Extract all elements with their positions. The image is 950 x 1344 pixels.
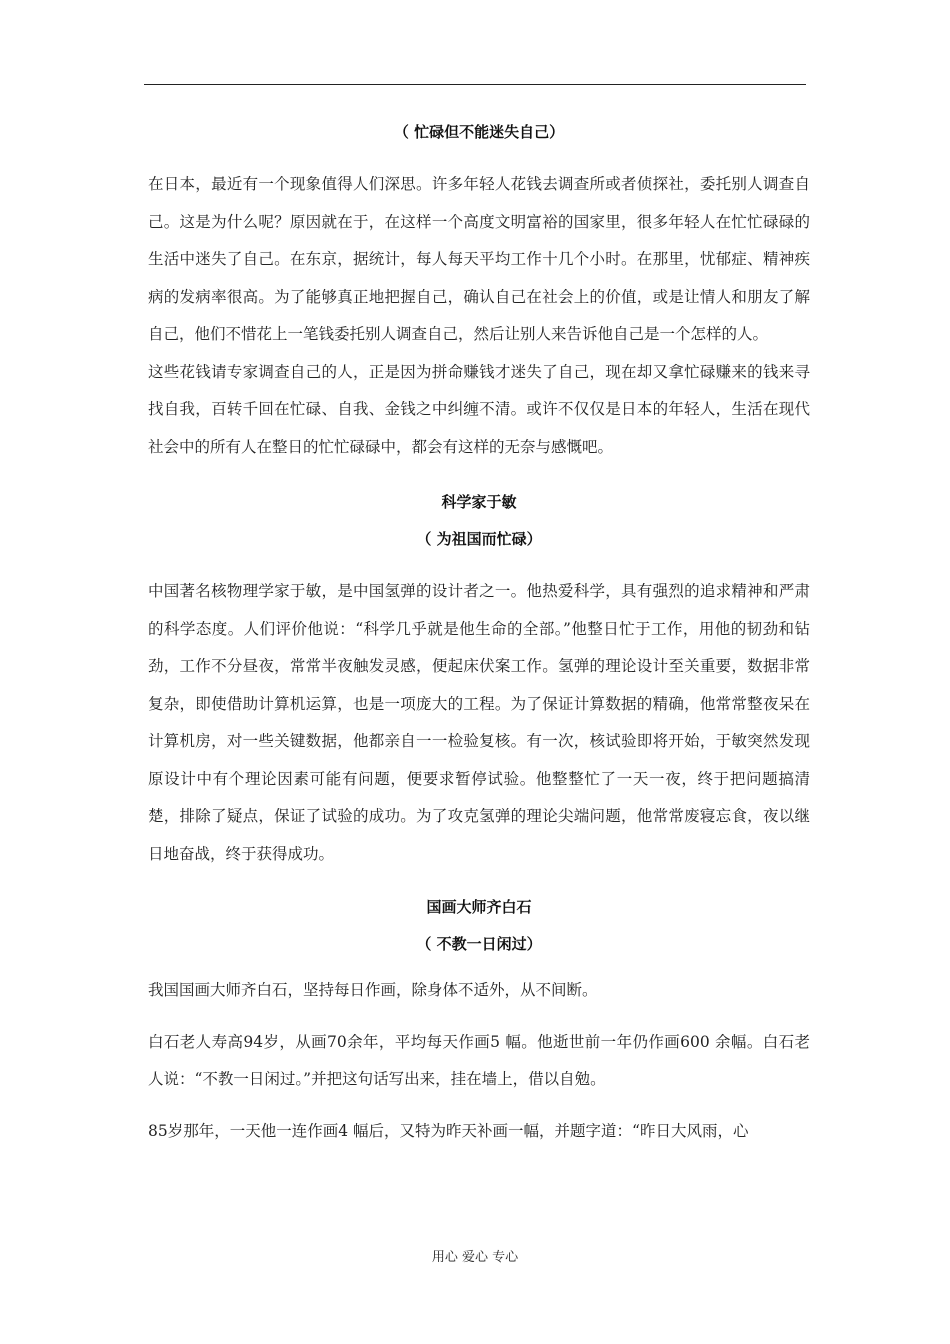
section-1-subtitle: （ 忙碌但不能迷失自己）	[393, 123, 565, 141]
section-1-paragraph-2: 这些花钱请专家调查自己的人，正是因为拼命赚钱才迷失了自己，现在却又拿忙碌赚来的钱来寻找自我，百转千回在忙碌、自我、金钱之中纠缠不清。或许不仅仅是日本的年轻人，生活在现代社会中的所有人在整日的忙忙碌碌中，都会有这样的无奈与感慨吧。	[148, 362, 810, 456]
section-2-subtitle: （ 为祖国而忙碌）	[416, 530, 542, 548]
section-3-title: 国画大师齐白石	[426, 898, 532, 916]
section-3-subtitle: （ 不教一日闲过）	[416, 935, 542, 953]
section-3-paragraph-3: 85岁那年，一天他一连作画4 幅后，又特为昨天补画一幅，并题字道：“昨日大风雨，心	[148, 1121, 749, 1140]
section-2-paragraph-1: 中国著名核物理学家于敏，是中国氢弹的设计者之一。他热爱科学，具有强烈的追求精神和严肃的科学态度。人们评价他说：“科学几乎就是他生命的全部。”他整日忙于工作，用他的韧劲和钻劲，工作不分昼夜，常常半夜触发灵感，便起床伏案工作。氢弹的理论设计至关重要，数据非常复杂，即使借助计算机运算，也是一项庞大的工程。为了保证计算数据的精确，他常常整夜呆在计算机房，对一些关键数据，他都亲自一一检验复核。有一次，核试验即将开始，于敏突然发现原设计中有个理论因素可能有问题，便要求暂停试验。他整整忙了一天一夜，终于把问题搞清楚，排除了疑点，保证了试验的成功。为了攻克氢弹的理论尖端问题，他常常废寝忘食，夜以继日地奋战，终于获得成功。	[148, 582, 810, 863]
section-3-paragraph-1: 我国国画大师齐白石，坚持每日作画，除身体不适外，从不间断。	[148, 981, 598, 999]
section-2-title: 科学家于敏	[441, 493, 517, 511]
document-body	[148, 118, 810, 1150]
section-1-paragraph-1: 在日本，最近有一个现象值得人们深思。许多年轻人花钱去调查所或者侦探社，委托别人调查自己。这是为什么呢？原因就在于，在这样一个高度文明富裕的国家里，很多年轻人在忙忙碌碌的生活中迷失了自己。在东京，据统计，每人每天平均工作十几个小时。在那里，忧郁症、精神疾病的发病率很高。为了能够真正地把握自己，确认自己在社会上的价值，或是让情人和朋友了解自己，他们不惜花上一笔钱委托别人调查自己，然后让别人来告诉他自己是一个怎样的人。	[148, 175, 810, 343]
header-rule	[144, 84, 806, 85]
section-3-paragraph-2: 白石老人寿高94岁，从画70余年，平均每天作画5 幅。他逝世前一年仍作画600 余幅。白石老人说：“不教一日闲过。”并把这句话写出来，挂在墙上，借以自勉。	[148, 1032, 810, 1088]
page-footer: 用心 爱心 专心	[431, 1250, 519, 1265]
